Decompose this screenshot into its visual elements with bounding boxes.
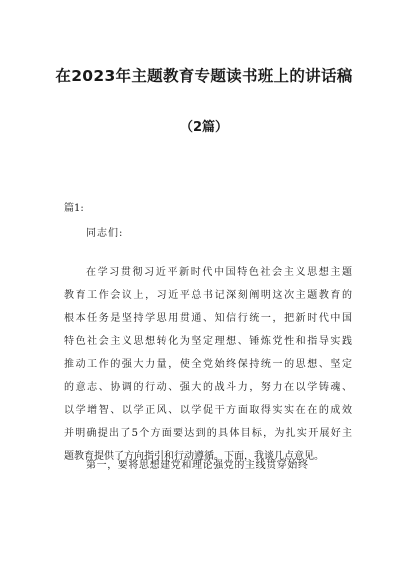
paragraph-line: 推动工作的强大力量，使全党始终保持统一的思想、坚定 <box>64 359 352 370</box>
document-title: 在2023年主题教育专题读书班上的讲话稿 <box>55 67 353 85</box>
document-subtitle: （2篇） <box>179 120 229 135</box>
paragraph-line: 根本任务是坚持学思用贯通、知信行统一，把新时代中国 <box>64 313 352 324</box>
section-heading: 第一，要将思想建党和理论强党的主线贯穿始终 <box>86 460 309 471</box>
section-label: 篇1: <box>64 203 84 214</box>
paragraph-line: 教育工作会议上，习近平总书记深刻阐明这次主题教育的 <box>64 290 352 301</box>
body-paragraph <box>64 266 352 473</box>
paragraph-line: 以学增智、以学正风、以学促干方面取得实实在在的成效 <box>64 405 352 416</box>
paragraph-line: 特色社会主义思想转化为坚定理想、锤炼党性和指导实践 <box>64 336 352 347</box>
paragraph-line: 并明确提出了5个方面要达到的具体目标，为扎实开展好主 <box>64 428 352 439</box>
greeting: 同志们: <box>86 228 124 239</box>
paragraph-line: 的意志、协调的行动、强大的战斗力，努力在以学铸魂、 <box>64 382 352 393</box>
paragraph-line: 在学习贯彻习近平新时代中国特色社会主义思想主题 <box>86 267 352 278</box>
paragraph-line: 题教育提供了方向指引和行动遵循。下面，我谈几点意见。 <box>64 451 324 462</box>
